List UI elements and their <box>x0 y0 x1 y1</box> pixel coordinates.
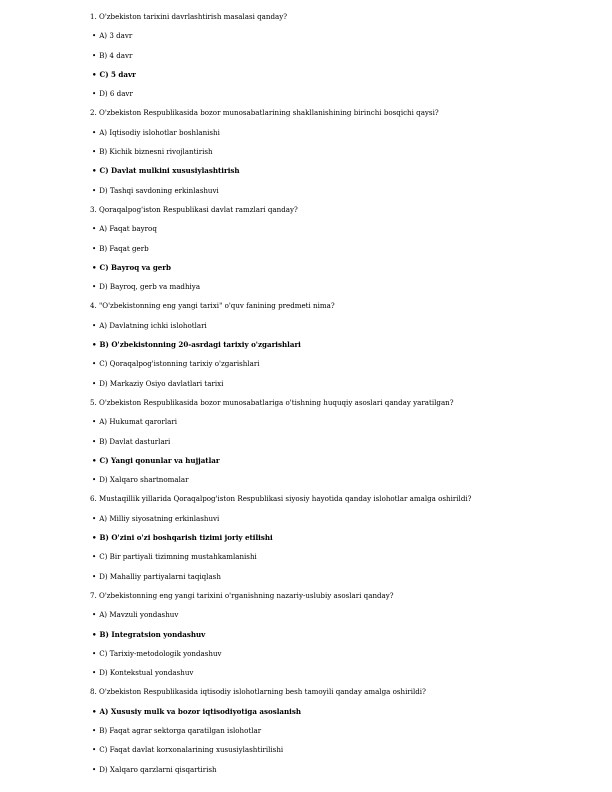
bullet-icon: • <box>92 764 97 774</box>
question-text: 7. O'zbekistonning eng yangi tarixini o'rganishning nazariy-uslubiy asoslari qanday? <box>90 590 394 600</box>
answer-option-label: B) Integratsion yondashuv <box>99 629 206 639</box>
question-text: 3. Qoraqalpog'iston Respublikasi davlat ramzlari qanday? <box>90 204 298 214</box>
answer-option-correct <box>90 340 590 349</box>
answer-option-label: B) Faqat agrar sektorga qaratilgan islohotlar <box>99 725 262 735</box>
bullet-icon: • <box>92 185 97 195</box>
question-text: 5. O'zbekiston Respublikasida bozor munosabatlariga o'tishning huquqiy asoslari qanday yaratilgan? <box>90 397 454 407</box>
answer-option-label: B) O'zbekistonning 20-asrdagi tarixiy o'zgarishlari <box>99 340 301 350</box>
answer-option <box>90 186 590 195</box>
answer-option-label: D) Kontekstual yondashuv <box>99 668 194 678</box>
bullet-icon: • <box>92 243 97 253</box>
answer-option <box>90 649 590 658</box>
bullet-icon: • <box>92 282 97 292</box>
answer-option-label: A) Milliy siyosatning erkinlashuvi <box>99 513 220 523</box>
answer-option <box>90 321 590 330</box>
bullet-icon: • <box>92 166 97 176</box>
answer-option-label: A) Davlatning ichki islohotlari <box>99 320 207 330</box>
answer-option <box>90 282 590 291</box>
answer-option <box>90 572 590 581</box>
bullet-icon: • <box>92 147 97 157</box>
bullet-icon: • <box>92 436 97 446</box>
answer-option-label: D) Bayroq, gerb va madhiya <box>99 282 201 292</box>
bullet-icon: • <box>92 706 97 716</box>
bullet-icon: • <box>92 320 97 330</box>
answer-option <box>90 128 590 137</box>
bullet-icon: • <box>92 359 97 369</box>
answer-option-label: C) Bayroq va gerb <box>99 262 171 272</box>
answer-option-label: A) Faqat bayroq <box>99 224 157 234</box>
answer-option-correct <box>90 70 590 79</box>
answer-option <box>90 359 590 368</box>
question-text: 4. "O'zbekistonning eng yangi tarixi" o'quv fanining predmeti nima? <box>90 301 335 311</box>
answer-option <box>90 417 590 426</box>
answer-option <box>90 31 590 40</box>
answer-option-label: D) Markaziy Osiyo davlatlari tarixi <box>99 378 224 388</box>
bullet-icon: • <box>92 50 97 60</box>
bullet-icon: • <box>92 648 97 658</box>
answer-option-correct <box>90 533 590 542</box>
answer-option-correct <box>90 263 590 272</box>
answer-option-label: B) Davlat dasturlari <box>99 436 171 446</box>
answer-option-label: A) Mavzuli yondashuv <box>99 610 179 620</box>
answer-option-label: B) Kichik biznesni rivojlantirish <box>99 147 213 157</box>
answer-option <box>90 475 590 484</box>
answer-option-label: D) Tashqi savdoning erkinlashuvi <box>99 185 219 195</box>
answer-option-label: B) Faqat gerb <box>99 243 149 253</box>
answer-option-label: C) Qoraqalpog'istonning tarixiy o'zgarishlari <box>99 359 260 369</box>
answer-option-label: A) Iqtisodiy islohotlar boshlanishi <box>99 127 220 137</box>
answer-option-label: B) 4 davr <box>99 50 133 60</box>
bullet-icon: • <box>92 513 97 523</box>
answer-option <box>90 379 590 388</box>
bullet-icon: • <box>92 725 97 735</box>
answer-option-label: A) Xususiy mulk va bozor iqtisodiyotiga asoslanish <box>99 706 302 716</box>
answer-option <box>90 224 590 233</box>
bullet-icon: • <box>92 552 97 562</box>
question-text: 2. O'zbekiston Respublikasida bozor munosabatlarining shakllanishining birinchi bosqichi qaysi? <box>90 108 439 118</box>
answer-option <box>90 765 590 774</box>
answer-option <box>90 437 590 446</box>
bullet-icon: • <box>92 378 97 388</box>
bullet-icon: • <box>92 31 97 41</box>
bullet-icon: • <box>92 340 97 350</box>
question-text: 6. Mustaqillik yillarida Qoraqalpog'iston Respublikasi siyosiy hayotida qanday islohotlar amalga oshirildi? <box>90 494 472 504</box>
bullet-icon: • <box>92 224 97 234</box>
bullet-icon: • <box>92 455 97 465</box>
bullet-icon: • <box>92 69 97 79</box>
question-text: 1. O'zbekiston tarixini davrlashtirish masalasi qanday? <box>90 12 288 21</box>
quiz-document <box>90 12 590 784</box>
answer-option <box>90 89 590 98</box>
bullet-icon: • <box>92 89 97 99</box>
answer-option <box>90 51 590 60</box>
bullet-icon: • <box>92 610 97 620</box>
question-text: 8. O'zbekiston Respublikasida iqtisodiy islohotlarning besh tamoyili qanday amalga oshirildi? <box>90 687 426 697</box>
answer-option <box>90 552 590 561</box>
bullet-icon: • <box>92 417 97 427</box>
answer-option <box>90 745 590 754</box>
answer-option <box>90 244 590 253</box>
answer-option <box>90 726 590 735</box>
bullet-icon: • <box>92 533 97 543</box>
answer-option-label: A) 3 davr <box>99 31 133 41</box>
answer-option-label: C) Bir partiyali tizimning mustahkamlanishi <box>99 552 257 562</box>
answer-option-label: C) Tarixiy-metodologik yondashuv <box>99 648 222 658</box>
answer-option-label: C) Yangi qonunlar va hujjatlar <box>99 455 220 465</box>
answer-option-correct <box>90 630 590 639</box>
answer-option-label: C) 5 davr <box>99 69 136 79</box>
answer-option-correct <box>90 456 590 465</box>
answer-option-label: D) 6 davr <box>99 89 133 99</box>
bullet-icon: • <box>92 127 97 137</box>
bullet-icon: • <box>92 668 97 678</box>
answer-option-label: D) Mahalliy partiyalarni taqiqlash <box>99 571 221 581</box>
answer-option-label: C) Davlat mulkini xususiylashtirish <box>99 166 240 176</box>
bullet-icon: • <box>92 571 97 581</box>
answer-option-label: B) O'zini o'zi boshqarish tizimi joriy etilishi <box>99 533 273 543</box>
answer-option-label: A) Hukumat qarorlari <box>99 417 177 427</box>
bullet-icon: • <box>92 629 97 639</box>
answer-option-label: D) Xalqaro shartnomalar <box>99 475 189 485</box>
answer-option-label: C) Faqat davlat korxonalarining xususiylashtirilishi <box>99 745 284 755</box>
answer-option <box>90 610 590 619</box>
answer-option <box>90 668 590 677</box>
answer-option-correct <box>90 707 590 716</box>
bullet-icon: • <box>92 745 97 755</box>
bullet-icon: • <box>92 475 97 485</box>
answer-option <box>90 514 590 523</box>
answer-option-correct <box>90 166 590 175</box>
bullet-icon: • <box>92 262 97 272</box>
answer-option-label: D) Xalqaro qarzlarni qisqartirish <box>99 764 217 774</box>
answer-option <box>90 147 590 156</box>
